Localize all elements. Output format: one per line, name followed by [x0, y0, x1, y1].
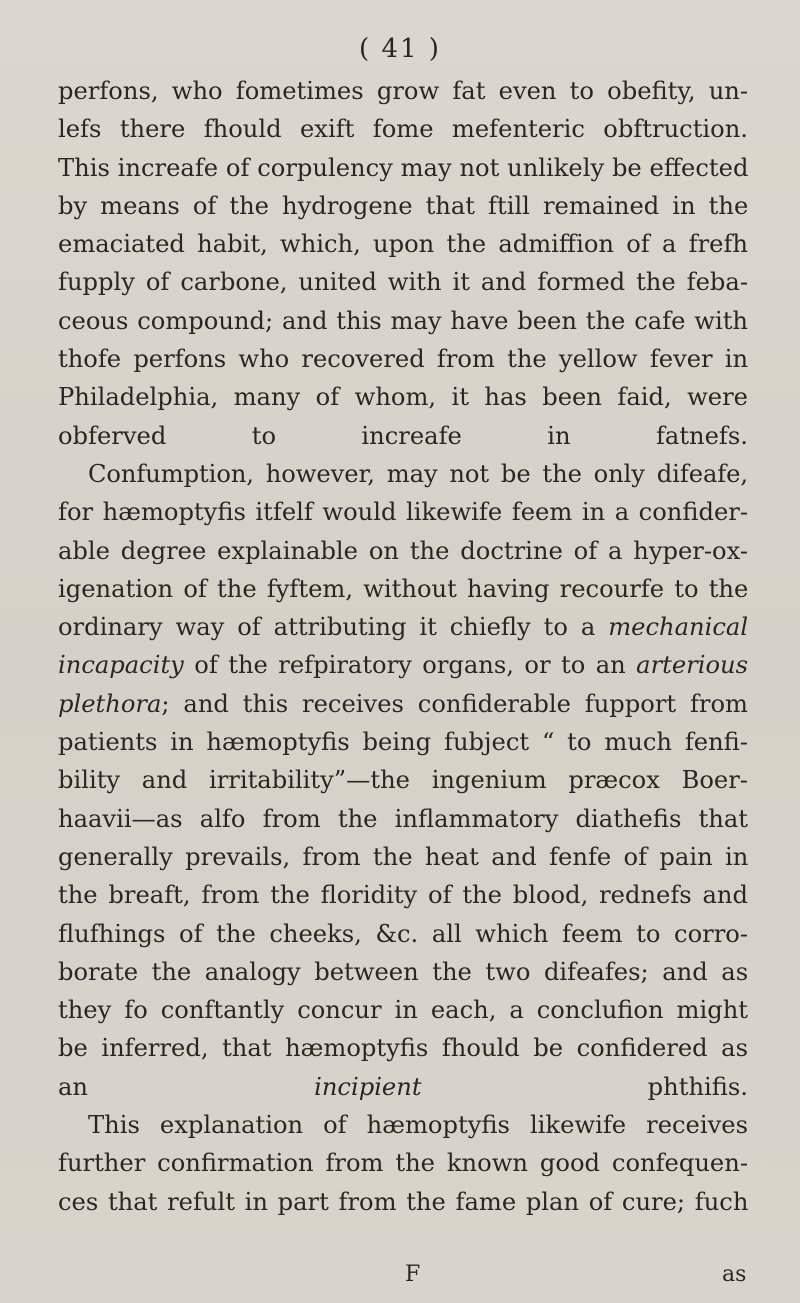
text-line: emaciated habit, which, upon the admiffion of a frefh	[58, 230, 748, 259]
page-body	[58, 72, 748, 1221]
italic-phrase: incapacity	[58, 651, 184, 680]
text-line: lefs there fhould exift fome mefenteric obftruction.	[58, 115, 748, 144]
text-line: This increafe of corpulency may not unlikely be effected	[58, 153, 749, 182]
signature-mark: F	[405, 1262, 421, 1287]
text-line: ces that refult in part from the fame plan of cure; fuch	[58, 1187, 749, 1216]
italic-phrase: mechanical	[608, 613, 749, 642]
text-line: further confirmation from the known good confequen-	[58, 1149, 748, 1178]
text-line: borate the analogy between the two difeafes; and as	[58, 957, 749, 986]
text-line: haavii—as alfo from the inflammatory diathefis that	[58, 804, 748, 833]
page-header: ( 41 )	[359, 34, 441, 64]
text-line: patients in hæmoptyfis being fubject “ to much fenfi-	[58, 728, 748, 757]
text-line: they fo conftantly concur in each, a conclufion might	[58, 996, 748, 1025]
catchword: as	[722, 1262, 747, 1287]
text-fragment: phthifis.	[421, 1072, 748, 1101]
text-line: for hæmoptyfis itfelf would likewife feem in a confider-	[58, 498, 749, 527]
text-fragment: of the refpiratory organs, or to an	[183, 651, 637, 680]
text-line: generally prevails, from the heat and fenfe of pain in	[58, 842, 749, 871]
text-line: igenation of the fyftem, without having recourfe to the	[58, 574, 749, 603]
text-line: be inferred, that hæmoptyfis fhould be confidered as	[58, 1034, 748, 1063]
text-line: by means of the hydrogene that ftill remained in the	[58, 191, 749, 220]
text-fragment: an	[58, 1072, 315, 1101]
text-line	[58, 685, 748, 723]
text-line: Philadelphia, many of whom, it has been faid, were	[58, 383, 749, 412]
italic-phrase: incipient	[314, 1072, 422, 1101]
text-line: Confumption, however, may not be the only difeafe,	[88, 459, 748, 488]
text-line: perfons, who fometimes grow fat even to obefity, un-	[58, 77, 749, 105]
text-line	[58, 1068, 748, 1106]
text-line: fupply of carbone, united with it and formed the feba-	[58, 268, 748, 297]
paragraph-2	[58, 455, 748, 1106]
italic-phrase: plethora	[58, 689, 162, 718]
text-line	[58, 608, 748, 646]
paragraph-1	[58, 72, 748, 455]
italic-phrase: arterious	[636, 651, 749, 680]
text-line: obferved to increafe in fatnefs.	[58, 421, 748, 450]
text-line: the breaft, from the floridity of the blood, rednefs and	[58, 881, 748, 910]
text-line: able degree explainable on the doctrine of a hyper-ox-	[58, 536, 748, 565]
text-line	[58, 646, 748, 684]
text-line: ceous compound; and this may have been the cafe with	[58, 306, 748, 335]
text-line: thofe perfons who recovered from the yellow fever in	[58, 345, 749, 374]
text-line: flufhings of the cheeks, &c. all which feem to corro-	[58, 919, 748, 948]
text-fragment: ordinary way of attributing it chiefly to a	[58, 613, 609, 642]
text-fragment: ; and this receives confiderable fupport from	[161, 689, 748, 718]
text-line: This explanation of hæmoptyfis likewife receives	[88, 1111, 748, 1140]
text-line: bility and irritability”—the ingenium præcox Boer-	[58, 766, 748, 795]
paragraph-3	[58, 1106, 748, 1221]
